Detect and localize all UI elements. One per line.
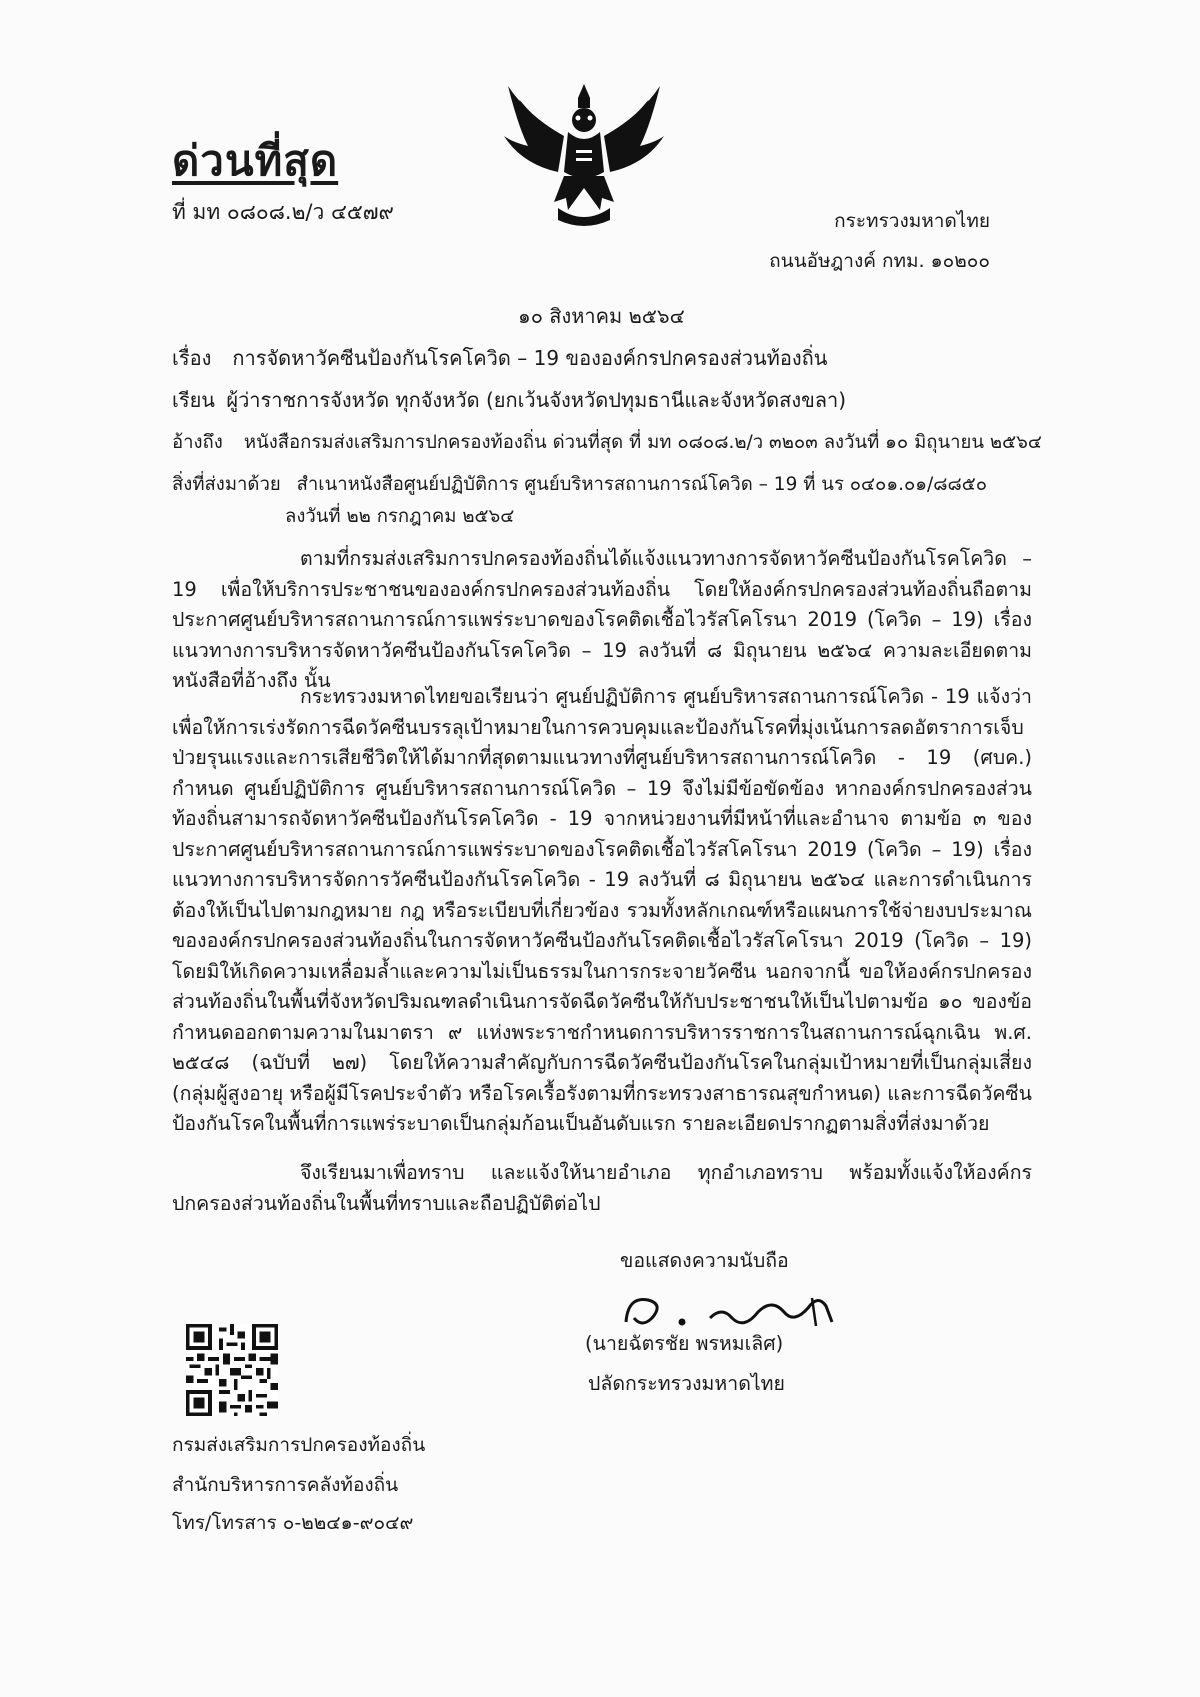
signatory-position: ปลัดกระทรวงมหาดไทย: [588, 1372, 785, 1395]
to-label: เรียน: [172, 388, 215, 412]
closing-salutation: ขอแสดงความนับถือ: [620, 1249, 789, 1272]
enclosure-text-1: สำเนาหนังสือศูนย์ปฏิบัติการ ศูนย์บริหารสถานการณ์โควิด – 19 ที่ นร ๐๔๐๑.๐๑/๘๘๕๐: [296, 474, 988, 495]
paragraph-1-text: ตามที่กรมส่งเสริมการปกครองท้องถิ่นได้แจ้งแนวทางการจัดหาวัคซีนป้องกันโรคโควิด – 19 เพื่อให้บริการประชาชนขององค์กรปกครองส่วนท้องถิ่น โดยให้องค์กรปกครองส่วนท้องถิ่นถือตามประกาศศูนย์บริหารสถานการณ์การแพร่ระบาดของโรคติดเชื้อไวรัสโคโรนา 2019 (โควิด – 19) เรื่อง แนวทางการบริหารจัดหาวัคซีนป้องกันโรคโควิด – 19 ลงวันที่ ๘ มิถุนายน ๒๕๖๔ ความละเอียดตามหนังสือที่อ้างถึง นั้น: [172, 547, 1032, 692]
subject-row: [172, 342, 827, 374]
footer-department: กรมส่งเสริมการปกครองท้องถิ่น: [172, 1434, 426, 1456]
subject-text: การจัดหาวัคซีนป้องกันโรคโควิด – 19 ขององค์กรปกครองส่วนท้องถิ่น: [232, 346, 828, 370]
subject-label: เรื่อง: [172, 346, 212, 370]
body-paragraph-1: [172, 544, 1032, 697]
document-number: ที่ มท ๐๘๐๘.๒/ว ๔๕๗๙: [172, 200, 394, 224]
footer-office: สำนักบริหารการคลังท้องถิ่น: [172, 1474, 399, 1496]
qr-code-icon: [186, 1324, 278, 1416]
to-text: ผู้ว่าราชการจังหวัด ทุกจังหวัด (ยกเว้นจังหวัดปทุมธานีและจังหวัดสงขลา): [226, 388, 847, 412]
enclosure-row: [172, 470, 987, 499]
body-paragraph-2: [172, 682, 1032, 1140]
ministry-name: กระทรวงมหาดไทย: [834, 210, 990, 232]
urgency-heading: ด่วนที่สุด: [172, 136, 339, 185]
enclosure-label: สิ่งที่ส่งมาด้วย: [172, 474, 281, 495]
to-row: [172, 384, 846, 416]
reference-label: อ้างถึง: [172, 432, 223, 453]
paragraph-2-text: กระทรวงมหาดไทยขอเรียนว่า ศูนย์ปฏิบัติการ ศูนย์บริหารสถานการณ์โควิด - 19 แจ้งว่า เพื่อให้การเร่งรัดการฉีดวัคซีนบรรลุเป้าหมายในการควบคุมและป้องกันโรคที่มุ่งเน้นการลดอัตราการเจ็บป่วยรุนแรงและการเสียชีวิตให้ได้มากที่สุดตามแนวทางที่ศูนย์บริหารสถานการณ์โควิด - 19 (ศบค.) กำหนด ศูนย์ปฏิบัติการ ศูนย์บริหารสถานการณ์โควิด – 19 จึงไม่มีข้อขัดข้อง หากองค์กรปกครองส่วนท้องถิ่นสามารถจัดหาวัคซีนป้องกันโรคโควิด - 19 จากหน่วยงานที่มีหน้าที่และอำนาจ ตามข้อ ๓ ของประกาศศูนย์บริหารสถานการณ์การแพร่ระบาดของโรคติดเชื้อไวรัสโคโรนา 2019 (โควิด – 19) เรื่อง แนวทางการบริหารจัดการวัคซีนป้องกันโรคโควิด - 19 ลงวันที่ ๘ มิถุนายน ๒๕๖๔ และการดำเนินการต้องให้เป็นไปตามกฎหมาย กฎ หรือระเบียบที่เกี่ยวข้อง รวมทั้งหลักเกณฑ์หรือแผนการใช้จ่ายงบประมาณขององค์กรปกครองส่วนท้องถิ่นในการจัดหาวัคซีนป้องกันโรคติดเชื้อไวรัสโคโรนา 2019 (โควิด – 19) โดยมิให้เกิดความเหลื่อมล้ำและความไม่เป็นธรรมในการกระจายวัคซีน นอกจากนี้ ขอให้องค์กรปกครองส่วนท้องถิ่นในพื้นที่จังหวัดปริมณฑลดำเนินการจัดฉีดวัคซีนให้กับประชาชนให้เป็นไปตามข้อ ๑๐ ของข้อกำหนดออกตามความในมาตรา ๙ แห่งพระราชกำหนดการบริหารราชการในสถานการณ์ฉุกเฉิน พ.ศ. ๒๕๔๘ (ฉบับที่ ๒๗) โดยให้ความสำคัญกับการฉีดวัคซีนป้องกันโรคในกลุ่มเป้าหมายที่เป็นกลุ่มเสี่ยง (กลุ่มผู้สูงอายุ หรือผู้มีโรคประจำตัว หรือโรคเรื้อรังตามที่กระทรวงสาธารณสุขกำหนด) และการฉีดวัคซีนป้องกันโรคในพื้นที่การแพร่ระบาดเป็นกลุ่มก้อนเป็นอันดับแรก รายละเอียดปรากฏตามสิ่งที่ส่งมาด้วย: [172, 685, 1032, 1135]
body-paragraph-3: [172, 1158, 1032, 1219]
paragraph-3-text: จึงเรียนมาเพื่อทราบ และแจ้งให้นายอำเภอ ทุกอำเภอทราบ พร้อมทั้งแจ้งให้องค์กรปกครองส่วนท้องถิ่นในพื้นที่ทราบและถือปฏิบัติต่อไป: [172, 1161, 1032, 1215]
document-date: ๑๐ สิงหาคม ๒๕๖๔: [518, 304, 685, 328]
enclosure-text-2: ลงวันที่ ๒๒ กรกฎาคม ๒๕๖๔: [285, 506, 515, 527]
signatory-name: (นายฉัตรชัย พรหมเลิศ): [585, 1332, 784, 1355]
footer-phone: โทร/โทรสาร ๐-๒๒๔๑-๙๐๔๙: [172, 1512, 414, 1534]
garuda-emblem-icon: [498, 76, 670, 232]
ministry-address: ถนนอัษฎางค์ กทม. ๑๐๒๐๐: [769, 250, 990, 272]
reference-row: [172, 428, 1042, 457]
reference-text: หนังสือกรมส่งเสริมการปกครองท้องถิ่น ด่วนที่สุด ที่ มท ๐๘๐๘.๒/ว ๓๒๐๓ ลงวันที่ ๑๐ มิถุนายน ๒๕๖๔: [243, 432, 1042, 453]
